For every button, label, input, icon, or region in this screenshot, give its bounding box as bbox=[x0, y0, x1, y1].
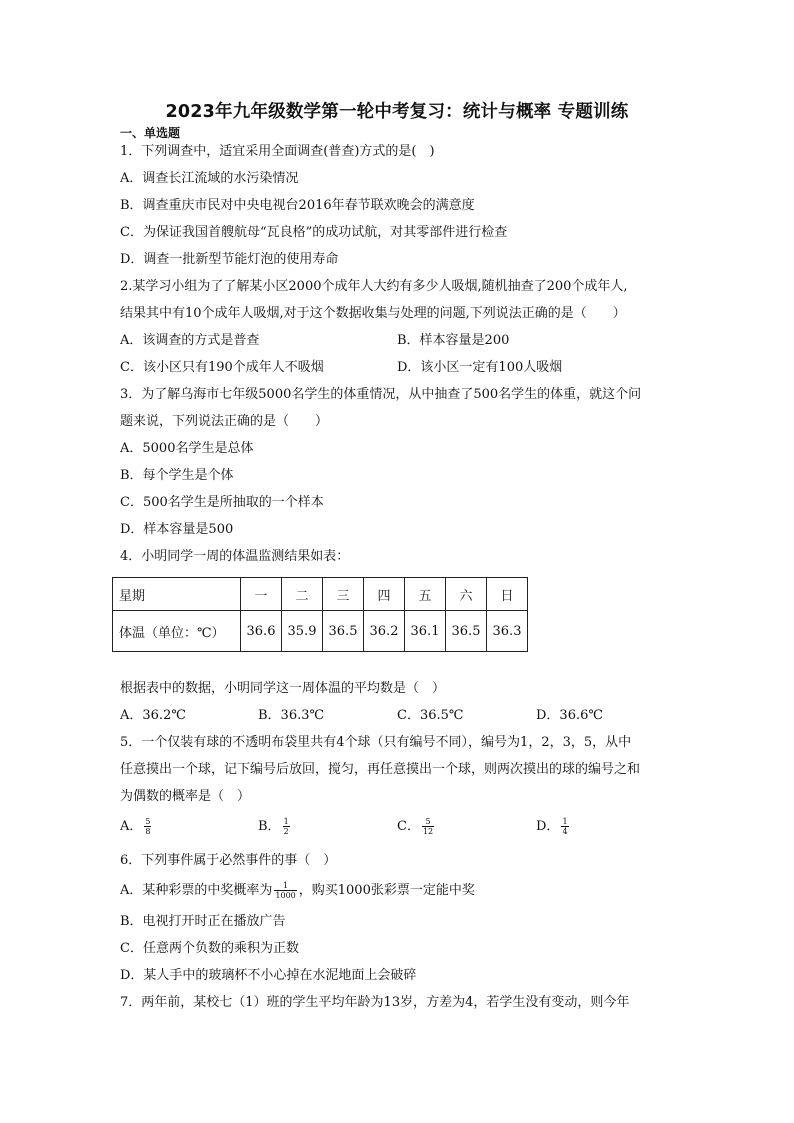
table-cell: 36.3 bbox=[487, 611, 528, 652]
table-cell: 二 bbox=[282, 578, 323, 611]
question-1-option-d: D．调查一批新型节能灯泡的使用寿命 bbox=[120, 252, 339, 267]
denominator: 2 bbox=[283, 827, 289, 836]
numerator: 1 bbox=[274, 881, 296, 891]
temperature-table bbox=[112, 577, 528, 652]
table-cell: 五 bbox=[405, 578, 446, 611]
question-3-stem-line2: 题来说，下列说法正确的是（ ） bbox=[120, 414, 329, 429]
question-6-option-c: C．任意两个负数的乘积为正数 bbox=[120, 941, 299, 956]
fraction bbox=[144, 817, 151, 836]
question-5-option-b bbox=[258, 817, 292, 836]
question-6-option-b: B．电视打开时正在播放广告 bbox=[120, 914, 286, 929]
question-5-stem-line2: 任意摸出一个球，记下编号后放回，搅匀，再任意摸出一个球，则两次摸出的球的编号之和 bbox=[120, 762, 641, 777]
question-4-option-b: B．36.3℃ bbox=[258, 708, 325, 723]
section-heading: 一、单选题 bbox=[120, 126, 181, 140]
fraction bbox=[561, 817, 568, 836]
table-cell: 36.6 bbox=[241, 611, 282, 652]
question-1-option-b: B．调查重庆市民对中央电视台2016年春节联欢晚会的满意度 bbox=[120, 198, 475, 213]
question-1-option-a: A．调查长江流域的水污染情况 bbox=[120, 171, 299, 186]
option-label: D． bbox=[536, 819, 560, 834]
denominator: 4 bbox=[562, 827, 568, 836]
question-1-stem: 1．下列调查中，适宜采用全面调查(普查)方式的是( ) bbox=[120, 144, 435, 159]
question-5-option-d bbox=[536, 817, 571, 836]
option-label: A． bbox=[120, 819, 143, 834]
question-3-option-b: B．每个学生是个体 bbox=[120, 468, 234, 483]
question-6-stem: 6．下列事件属于必然事件的事（ ） bbox=[120, 853, 337, 868]
table-cell: 36.1 bbox=[405, 611, 446, 652]
table-cell: 六 bbox=[446, 578, 487, 611]
question-5-option-a bbox=[120, 817, 153, 836]
table-header-row bbox=[113, 578, 528, 611]
question-2-option-c: C．该小区只有190个成年人不吸烟 bbox=[120, 360, 324, 375]
question-3-stem-line1: 3．为了解乌海市七年级5000名学生的体重情况，从中抽查了500名学生的体重，就这个问 bbox=[120, 387, 642, 402]
question-1-option-c: C．为保证我国首艘航母“瓦良格”的成功试航，对其零部件进行检查 bbox=[120, 225, 508, 240]
question-5-option-c bbox=[397, 817, 436, 836]
table-cell: 三 bbox=[323, 578, 364, 611]
question-2-option-d: D．该小区一定有100人吸烟 bbox=[397, 360, 563, 375]
question-2-option-a: A．该调查的方式是普查 bbox=[120, 333, 260, 348]
fraction bbox=[274, 881, 296, 900]
question-3-option-d: D．样本容量是500 bbox=[120, 522, 234, 537]
table-cell: 星期 bbox=[113, 578, 241, 611]
fraction bbox=[283, 817, 290, 836]
question-4-stem: 4．小明同学一周的体温监测结果如表： bbox=[120, 549, 350, 564]
question-6-option-a bbox=[120, 881, 475, 900]
question-2-option-b: B．样本容量是200 bbox=[397, 333, 510, 348]
question-7-stem: 7．两年前，某校七（1）班的学生平均年龄为13岁，方差为4，若学生没有变动，则今年 bbox=[120, 995, 630, 1010]
table-cell: 36.2 bbox=[364, 611, 405, 652]
option-label: B． bbox=[258, 819, 281, 834]
table-cell: 36.5 bbox=[323, 611, 364, 652]
question-2-stem-line1: 2.某学习小组为了了解某小区2000个成年人大约有多少人吸烟,随机抽查了200个成年人, bbox=[120, 279, 628, 294]
table-cell: 36.5 bbox=[446, 611, 487, 652]
table-cell: 体温（单位：℃） bbox=[113, 611, 241, 652]
question-4-option-a: A．36.2℃ bbox=[120, 708, 186, 723]
question-2-stem-line2: 结果其中有10个成年人吸烟,对于这个数据收集与处理的问题,下列说法正确的是（ ） bbox=[120, 306, 626, 321]
denominator: 8 bbox=[145, 827, 151, 836]
table-cell: 一 bbox=[241, 578, 282, 611]
fraction bbox=[422, 817, 434, 836]
table-cell: 四 bbox=[364, 578, 405, 611]
table-cell: 35.9 bbox=[282, 611, 323, 652]
option-a-text-end: ，购买1000张彩票一定能中奖 bbox=[298, 883, 475, 898]
denominator: 1000 bbox=[275, 891, 296, 900]
option-a-text: A．某种彩票的中奖概率为 bbox=[120, 883, 273, 898]
numerator: 1 bbox=[562, 817, 568, 826]
question-5-stem-line3: 为偶数的概率是（ ） bbox=[120, 789, 251, 804]
denominator: 12 bbox=[422, 827, 434, 836]
option-label: C． bbox=[397, 819, 420, 834]
question-4-option-c: C．36.5℃ bbox=[397, 708, 464, 723]
table-cell: 日 bbox=[487, 578, 528, 611]
question-6-option-d: D．某人手中的玻璃杯不小心掉在水泥地面上会破碎 bbox=[120, 968, 417, 983]
question-4-prompt: 根据表中的数据，小明同学这一周体温的平均数是（ ） bbox=[120, 681, 446, 696]
numerator: 5 bbox=[422, 817, 434, 827]
numerator: 1 bbox=[283, 817, 289, 826]
question-5-stem-line1: 5．一个仅装有球的不透明布袋里共有4个球（只有编号不同），编号为1，2，3，5，从中 bbox=[120, 735, 632, 750]
numerator: 5 bbox=[145, 817, 151, 826]
table-row bbox=[113, 611, 528, 652]
question-4-option-d: D．36.6℃ bbox=[536, 708, 603, 723]
question-3-option-c: C．500名学生是所抽取的一个样本 bbox=[120, 495, 324, 510]
question-3-option-a: A．5000名学生是总体 bbox=[120, 441, 254, 456]
page-title: 2023年九年级数学第一轮中考复习：统计与概率 专题训练 bbox=[165, 102, 629, 122]
